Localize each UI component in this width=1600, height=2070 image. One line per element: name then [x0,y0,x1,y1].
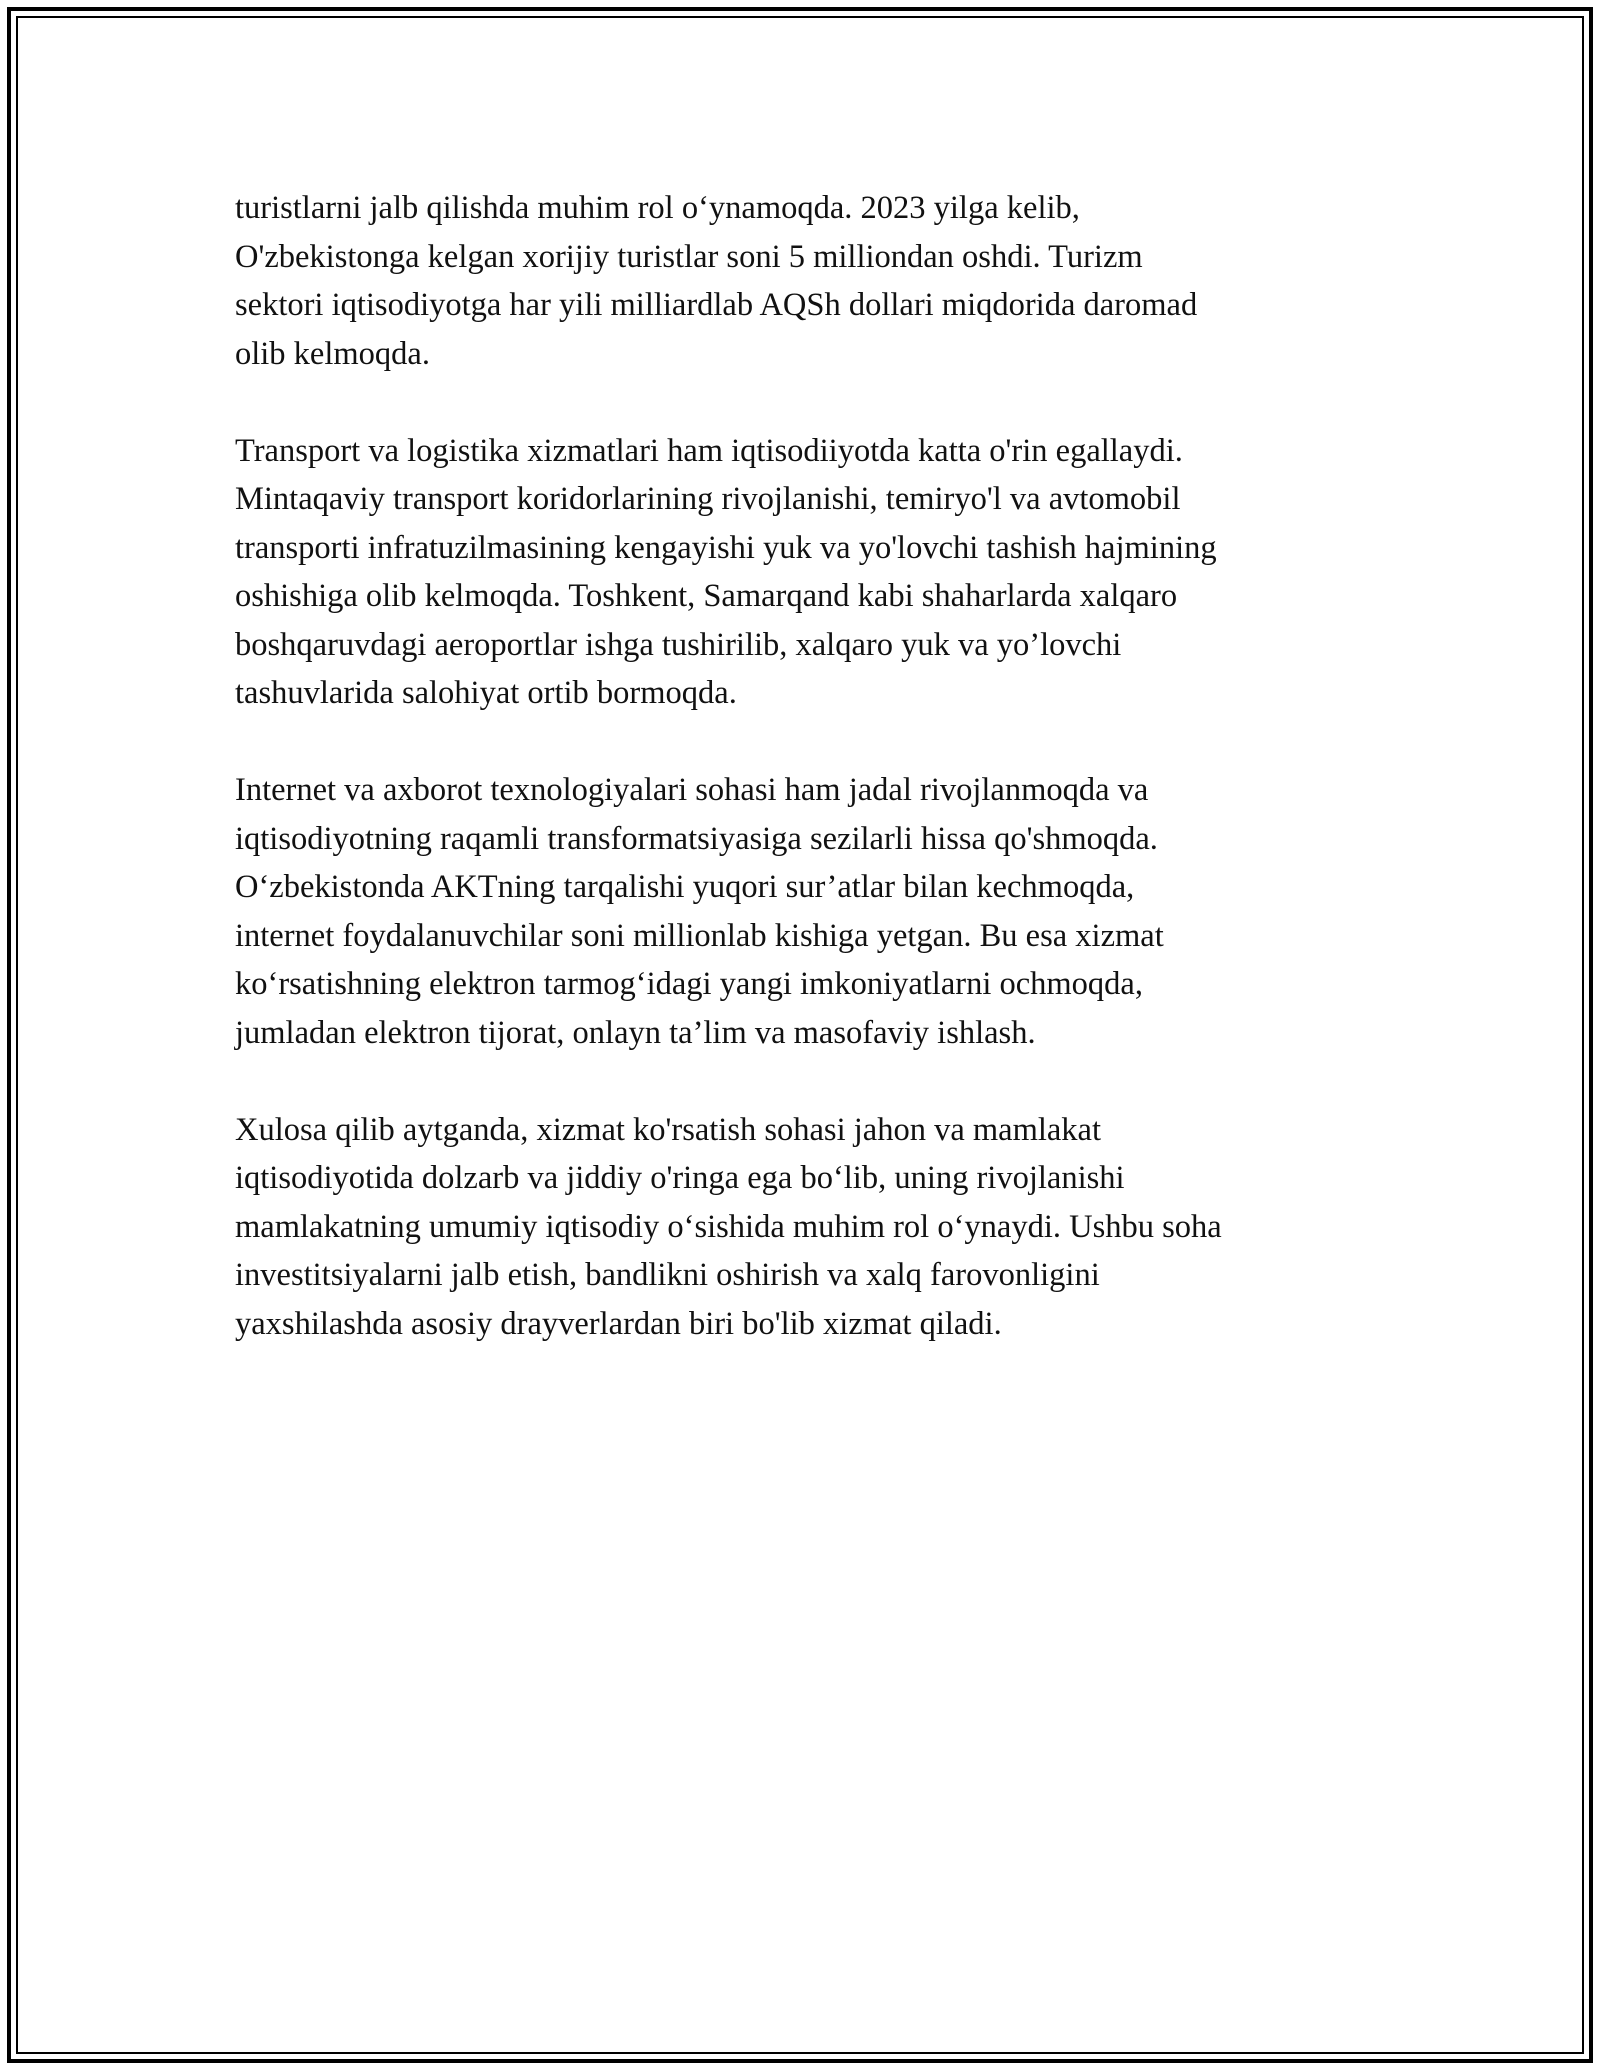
text-line: Xulosa qilib aytganda, xizmat ko'rsatish sohasi jahon va mamlakat [235,1111,1102,1148]
paragraph-internet [235,766,1365,1057]
paragraph-tourism [235,184,1365,378]
text-line: O'zbekistonga kelgan xorijiy turistlar soni 5 milliondan oshdi. Turizm [235,238,1143,275]
text-line: Mintaqaviy transport koridorlarining rivojlanishi, temiryo'l va avtomobil [235,481,1181,517]
text-line: tashuvlarida salohiyat ortib bormoqda. [235,675,737,711]
text-line: yaxshilashda asosiy drayverlardan biri bo'lib xizmat qiladi. [235,1305,1002,1342]
text-line: iqtisodiyotning raqamli transformatsiyasiga sezilarli hissa qo'shmoqda. [235,820,1158,857]
text-line: Transport va logistika xizmatlari ham iqtisodiiyotda katta o'rin egallaydi. [235,432,1183,469]
text-line: ko‘rsatishning elektron tarmog‘idagi yangi imkoniyatlarni ochmoqda, [235,966,1143,1002]
text-line: boshqaruvdagi aeroportlar ishga tushirilib, xalqaro yuk va yo’lovchi [235,626,1122,663]
text-line: transporti infratuzilmasining kengayishi yuk va yo'lovchi tashish hajmining [235,529,1217,566]
text-line: olib kelmoqda. [235,335,430,372]
text-line: Internet va axborot texnologiyalari sohasi ham jadal rivojlanmoqda va [235,772,1149,808]
document-body [235,184,1365,1397]
text-line: jumladan elektron tijorat, onlayn ta’lim va masofaviy ishlash. [235,1014,1036,1051]
text-line: turistlarni jalb qilishda muhim rol o‘ynamoqda. 2023 yilga kelib, [235,190,1080,226]
text-line: internet foydalanuvchilar soni millionlab kishiga yetgan. Bu esa xizmat [235,917,1164,954]
text-line: O‘zbekistonda AKTning tarqalishi yuqori sur’atlar bilan kechmoqda, [235,869,1135,905]
text-line: sektori iqtisodiyotga har yili milliardlab AQSh dollari miqdorida daromad [235,287,1198,323]
paragraph-conclusion [235,1106,1365,1349]
text-line: investitsiyalarni jalb etish, bandlikni oshirish va xalq farovonligini [235,1257,1100,1293]
text-line: mamlakatning umumiy iqtisodiy o‘sishida muhim rol o‘ynaydi. Ushbu soha [235,1208,1222,1245]
text-line: iqtisodiyotida dolzarb va jiddiy o'ringa ega bo‘lib, uning rivojlanishi [235,1160,1125,1196]
text-line: oshishiga olib kelmoqda. Toshkent, Samarqand kabi shaharlarda xalqaro [235,578,1178,614]
paragraph-transport [235,427,1365,718]
